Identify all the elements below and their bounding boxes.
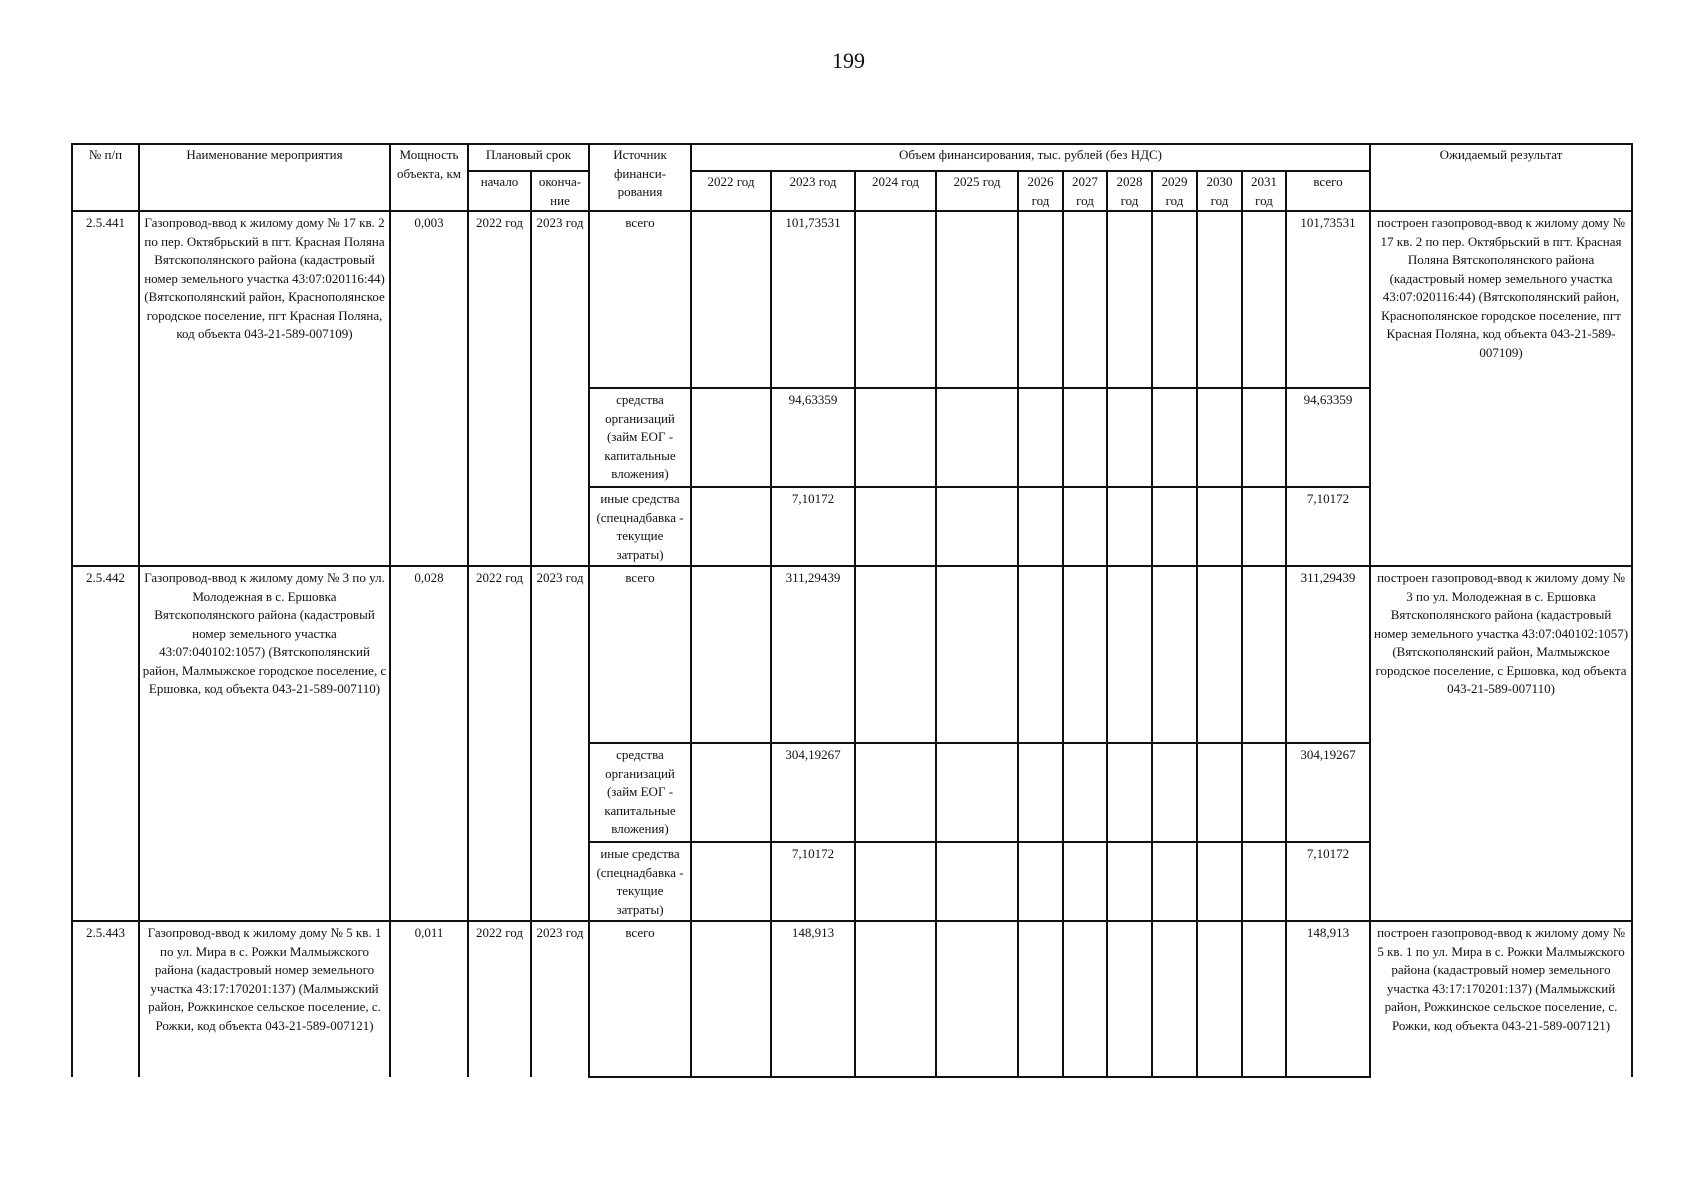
value-2023: 311,29439	[771, 566, 855, 743]
value-2023: 7,10172	[771, 842, 855, 921]
value-2027	[1063, 921, 1107, 1077]
value-2025	[936, 921, 1018, 1077]
value-2024	[855, 921, 936, 1077]
source-label: всего	[589, 921, 691, 1077]
value-2029	[1152, 487, 1197, 566]
header-year-2026: 2026 год	[1018, 171, 1063, 211]
value-2031	[1242, 388, 1286, 487]
header-result: Ожидаемый результат	[1370, 144, 1632, 211]
header-year-2025: 2025 год	[936, 171, 1018, 211]
header-source: Источник финанси-рования	[589, 144, 691, 211]
value-2027	[1063, 842, 1107, 921]
row-end: 2023 год	[531, 211, 589, 566]
value-2028	[1107, 743, 1152, 842]
header-funding: Объем финансирования, тыс. рублей (без НДС)	[691, 144, 1370, 171]
source-label: иные средства (спецнадбавка - текущие затраты)	[589, 487, 691, 566]
value-2030	[1197, 743, 1242, 842]
value-2026	[1018, 211, 1063, 388]
value-2024	[855, 842, 936, 921]
row-capacity: 0,011	[390, 921, 468, 1077]
value-2026	[1018, 921, 1063, 1077]
row-end: 2023 год	[531, 566, 589, 921]
header-plan-term: Плановый срок	[468, 144, 589, 171]
value-2025	[936, 211, 1018, 388]
source-label: иные средства (спецнадбавка - текущие затраты)	[589, 842, 691, 921]
row-start: 2022 год	[468, 921, 531, 1077]
value-2031	[1242, 743, 1286, 842]
header-year-2029: 2029 год	[1152, 171, 1197, 211]
value-total: 7,10172	[1286, 842, 1370, 921]
value-total: 7,10172	[1286, 487, 1370, 566]
row-num: 2.5.443	[72, 921, 139, 1077]
row-capacity: 0,003	[390, 211, 468, 566]
value-2022	[691, 388, 771, 487]
value-total: 101,73531	[1286, 211, 1370, 388]
value-2025	[936, 566, 1018, 743]
header-num: № п/п	[72, 144, 139, 211]
value-2024	[855, 211, 936, 388]
value-2022	[691, 566, 771, 743]
value-2025	[936, 842, 1018, 921]
value-2031	[1242, 566, 1286, 743]
value-2027	[1063, 388, 1107, 487]
value-2025	[936, 743, 1018, 842]
value-2025	[936, 388, 1018, 487]
value-2031	[1242, 211, 1286, 388]
row-result: построен газопровод-ввод к жилому дому № 3 по ул. Молодежная в с. Ершовка Вятскополянского района (кадастровый номер земельного участка 43:07:040102:1057) (Вятскополянский район, Малмыжское городское поселение, с Ершовка, код объекта 043-21-589-007110)	[1370, 566, 1632, 921]
header-year-2031: 2031 год	[1242, 171, 1286, 211]
row-result: построен газопровод-ввод к жилому дому № 5 кв. 1 по ул. Мира в с. Рожки Малмыжского района (кадастровый номер земельного участка 43:17:170201:137) (Малмыжский район, Рожкинское сельское поселение, с. Рожки, код объекта 043-21-589-007121)	[1370, 921, 1632, 1077]
value-2027	[1063, 487, 1107, 566]
header-start: начало	[468, 171, 531, 211]
value-2028	[1107, 211, 1152, 388]
header-end: оконча-ние	[531, 171, 589, 211]
value-2023: 148,913	[771, 921, 855, 1077]
value-2024	[855, 388, 936, 487]
row-name: Газопровод-ввод к жилому дому № 17 кв. 2 по пер. Октябрьский в пгт. Красная Поляна Вятскополянского района (кадастровый номер земельного участка 43:07:020116:44) (Вятскополянский район, Краснополянское городское поселение, пгт Красная Поляна, код объекта 043-21-589-007109)	[139, 211, 390, 566]
value-total: 94,63359	[1286, 388, 1370, 487]
row-result: построен газопровод-ввод к жилому дому № 17 кв. 2 по пер. Октябрьский в пгт. Красная Поляна Вятскополянского района (кадастровый номер земельного участка 43:07:020116:44) (Вятскополянский район, Краснополянское городское поселение, пгт Красная Поляна, код объекта 043-21-589-007109)	[1370, 211, 1632, 566]
value-2028	[1107, 388, 1152, 487]
row-name: Газопровод-ввод к жилому дому № 5 кв. 1 по ул. Мира в с. Рожки Малмыжского района (кадастровый номер земельного участка 43:17:170201:137) (Малмыжский район, Рожкинское сельское поселение, с. Рожки, код объекта 043-21-589-007121)	[139, 921, 390, 1077]
value-total: 311,29439	[1286, 566, 1370, 743]
value-2029	[1152, 566, 1197, 743]
value-2026	[1018, 487, 1063, 566]
value-2026	[1018, 388, 1063, 487]
value-2022	[691, 842, 771, 921]
source-label: средства организаций (займ ЕОГ - капитальные вложения)	[589, 743, 691, 842]
header-year-2028: 2028 год	[1107, 171, 1152, 211]
value-2024	[855, 487, 936, 566]
value-2028	[1107, 566, 1152, 743]
row-capacity: 0,028	[390, 566, 468, 921]
header-year-2022: 2022 год	[691, 171, 771, 211]
value-2022	[691, 743, 771, 842]
value-2025	[936, 487, 1018, 566]
row-num: 2.5.441	[72, 211, 139, 566]
header-capacity: Мощность объекта, км	[390, 144, 468, 211]
value-2029	[1152, 842, 1197, 921]
header-name: Наименование мероприятия	[139, 144, 390, 211]
value-2030	[1197, 487, 1242, 566]
value-2031	[1242, 487, 1286, 566]
value-2031	[1242, 842, 1286, 921]
value-2029	[1152, 921, 1197, 1077]
value-2027	[1063, 211, 1107, 388]
value-2030	[1197, 842, 1242, 921]
value-2031	[1242, 921, 1286, 1077]
header-year-2030: 2030 год	[1197, 171, 1242, 211]
header-year-2027: 2027 год	[1063, 171, 1107, 211]
value-2029	[1152, 743, 1197, 842]
value-2029	[1152, 388, 1197, 487]
value-2022	[691, 921, 771, 1077]
value-2027	[1063, 566, 1107, 743]
header-year-2024: 2024 год	[855, 171, 936, 211]
row-start: 2022 год	[468, 566, 531, 921]
financing-table	[71, 143, 1633, 1078]
value-2023: 101,73531	[771, 211, 855, 388]
value-2023: 7,10172	[771, 487, 855, 566]
value-2028	[1107, 921, 1152, 1077]
value-2026	[1018, 743, 1063, 842]
page-number: 199	[832, 48, 865, 73]
table-row	[72, 921, 1632, 1077]
value-2023: 94,63359	[771, 388, 855, 487]
table-row	[72, 566, 1632, 743]
row-end: 2023 год	[531, 921, 589, 1077]
row-num: 2.5.442	[72, 566, 139, 921]
value-2022	[691, 487, 771, 566]
value-2024	[855, 743, 936, 842]
value-2028	[1107, 487, 1152, 566]
value-2030	[1197, 388, 1242, 487]
value-2023: 304,19267	[771, 743, 855, 842]
source-label: средства организаций (займ ЕОГ - капитальные вложения)	[589, 388, 691, 487]
table-row	[72, 211, 1632, 388]
value-2024	[855, 566, 936, 743]
source-label: всего	[589, 566, 691, 743]
value-2030	[1197, 921, 1242, 1077]
row-name: Газопровод-ввод к жилому дому № 3 по ул. Молодежная в с. Ершовка Вятскополянского района (кадастровый номер земельного участка 43:07:040102:1057) (Вятскополянский район, Малмыжское городское поселение, с Ершовка, код объекта 043-21-589-007110)	[139, 566, 390, 921]
value-total: 148,913	[1286, 921, 1370, 1077]
value-2027	[1063, 743, 1107, 842]
value-2029	[1152, 211, 1197, 388]
value-2026	[1018, 842, 1063, 921]
value-total: 304,19267	[1286, 743, 1370, 842]
header-year-2023: 2023 год	[771, 171, 855, 211]
value-2028	[1107, 842, 1152, 921]
value-2022	[691, 211, 771, 388]
source-label: всего	[589, 211, 691, 388]
header-total: всего	[1286, 171, 1370, 211]
value-2030	[1197, 566, 1242, 743]
value-2026	[1018, 566, 1063, 743]
value-2030	[1197, 211, 1242, 388]
row-start: 2022 год	[468, 211, 531, 566]
